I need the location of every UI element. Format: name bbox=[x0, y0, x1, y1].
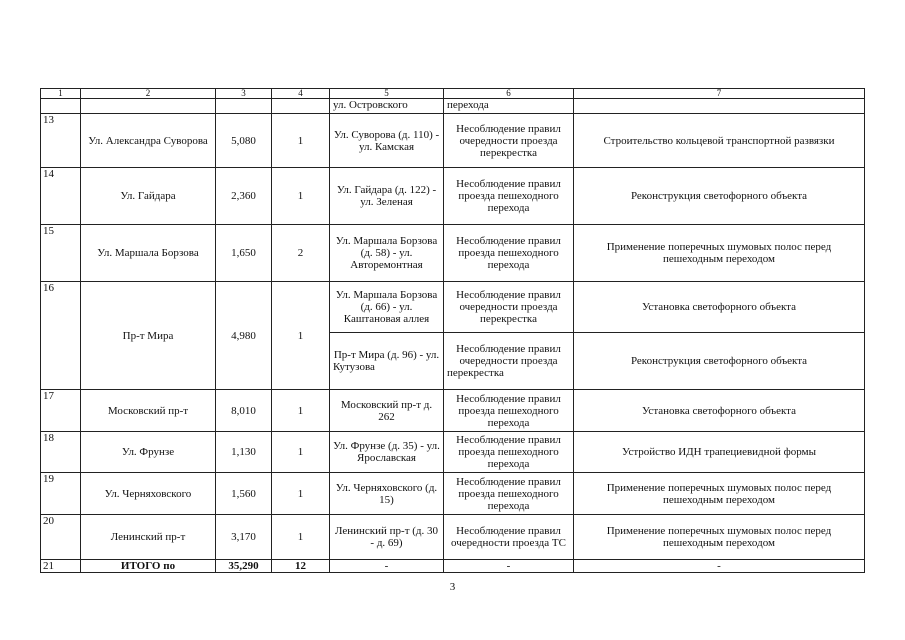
cell-section: Ленинский пр-т (д. 30 - д. 69) bbox=[330, 515, 444, 560]
cell-street: Ул. Фрунзе bbox=[81, 432, 216, 473]
cell-violation: Несоблюдение правил проезда пешеходного перехода bbox=[444, 168, 574, 225]
col-header: 3 bbox=[216, 89, 272, 99]
total-count: 12 bbox=[272, 560, 330, 573]
cell-section: - bbox=[330, 560, 444, 573]
table-row bbox=[41, 515, 865, 560]
cell-measure: Реконструкция светофорного объекта bbox=[574, 333, 865, 390]
table-row bbox=[41, 473, 865, 515]
table-row bbox=[41, 282, 865, 333]
cell-num: 16 bbox=[41, 282, 81, 390]
cell-measure bbox=[574, 99, 865, 114]
cell-length bbox=[216, 99, 272, 114]
cell-measure: - bbox=[574, 560, 865, 573]
data-table bbox=[40, 88, 865, 573]
cell-section: Пр-т Мира (д. 96) - ул. Кутузова bbox=[330, 333, 444, 390]
cell-num: 18 bbox=[41, 432, 81, 473]
cell-length: 8,010 bbox=[216, 390, 272, 432]
col-header: 4 bbox=[272, 89, 330, 99]
cell-num: 21 bbox=[41, 560, 81, 573]
cell-section: Московский пр-т д. 262 bbox=[330, 390, 444, 432]
cell-count bbox=[272, 99, 330, 114]
cell-section: Ул. Фрунзе (д. 35) - ул. Ярославская bbox=[330, 432, 444, 473]
col-header: 6 bbox=[444, 89, 574, 99]
continuation-row bbox=[41, 99, 865, 114]
cell-street: Московский пр-т bbox=[81, 390, 216, 432]
cell-measure: Установка светофорного объекта bbox=[574, 282, 865, 333]
cell-violation: Несоблюдение правил очередности проезда перекрестка bbox=[444, 114, 574, 168]
cell-length: 1,650 bbox=[216, 225, 272, 282]
cell-length: 1,560 bbox=[216, 473, 272, 515]
table-row bbox=[41, 168, 865, 225]
cell-num: 14 bbox=[41, 168, 81, 225]
table-row bbox=[41, 432, 865, 473]
cell-measure: Применение поперечных шумовых полос перед пешеходным переходом bbox=[574, 225, 865, 282]
cell-section: Ул. Суворова (д. 110) - ул. Камская bbox=[330, 114, 444, 168]
cell-length: 1,130 bbox=[216, 432, 272, 473]
cell-count: 2 bbox=[272, 225, 330, 282]
total-length: 35,290 bbox=[216, 560, 272, 573]
cell-street: Ул. Гайдара bbox=[81, 168, 216, 225]
total-row bbox=[41, 560, 865, 573]
cell-count: 1 bbox=[272, 515, 330, 560]
cell-violation: Несоблюдение правил проезда пешеходного перехода bbox=[444, 473, 574, 515]
cell-length: 5,080 bbox=[216, 114, 272, 168]
cell-violation: Несоблюдение правил проезда пешеходного перехода bbox=[444, 390, 574, 432]
column-number-row bbox=[41, 89, 865, 99]
cell-count: 1 bbox=[272, 473, 330, 515]
table-row bbox=[41, 390, 865, 432]
cell-street: Ленинский пр-т bbox=[81, 515, 216, 560]
cell-num: 17 bbox=[41, 390, 81, 432]
cell-violation: Несоблюдение правил очередности проезда перекрестка bbox=[444, 282, 574, 333]
cell-street: Ул. Черняховского bbox=[81, 473, 216, 515]
cell-section: Ул. Гайдара (д. 122) - ул. Зеленая bbox=[330, 168, 444, 225]
cell-count: 1 bbox=[272, 390, 330, 432]
cell-count: 1 bbox=[272, 432, 330, 473]
table-row bbox=[41, 225, 865, 282]
cell-length: 3,170 bbox=[216, 515, 272, 560]
cell-num bbox=[41, 99, 81, 114]
cell-num: 20 bbox=[41, 515, 81, 560]
col-header: 5 bbox=[330, 89, 444, 99]
cell-measure: Реконструкция светофорного объекта bbox=[574, 168, 865, 225]
total-label: ИТОГО по bbox=[81, 560, 216, 573]
cell-violation: Несоблюдение правил очередности проезда ТС bbox=[444, 515, 574, 560]
cell-violation: перехода bbox=[444, 99, 574, 114]
cell-violation: Несоблюдение правил проезда пешеходного перехода bbox=[444, 225, 574, 282]
cell-section: Ул. Маршала Борзова (д. 66) - ул. Каштановая аллея bbox=[330, 282, 444, 333]
cell-violation: - bbox=[444, 560, 574, 573]
cell-section: Ул. Маршала Борзова (д. 58) - ул. Авторемонтная bbox=[330, 225, 444, 282]
cell-num: 13 bbox=[41, 114, 81, 168]
cell-street bbox=[81, 99, 216, 114]
cell-count: 1 bbox=[272, 282, 330, 390]
cell-num: 15 bbox=[41, 225, 81, 282]
cell-street: Пр-т Мира bbox=[81, 282, 216, 390]
table-row bbox=[41, 114, 865, 168]
cell-length: 2,360 bbox=[216, 168, 272, 225]
col-header: 7 bbox=[574, 89, 865, 99]
cell-violation: Несоблюдение правил очередности проезда перекрестка bbox=[444, 333, 574, 390]
col-header: 2 bbox=[81, 89, 216, 99]
cell-measure: Применение поперечных шумовых полос перед пешеходным переходом bbox=[574, 515, 865, 560]
cell-street: Ул. Александра Суворова bbox=[81, 114, 216, 168]
cell-measure: Устройство ИДН трапециевидной формы bbox=[574, 432, 865, 473]
cell-count: 1 bbox=[272, 114, 330, 168]
cell-violation: Несоблюдение правил проезда пешеходного перехода bbox=[444, 432, 574, 473]
cell-measure: Строительство кольцевой транспортной развязки bbox=[574, 114, 865, 168]
cell-length: 4,980 bbox=[216, 282, 272, 390]
cell-street: Ул. Маршала Борзова bbox=[81, 225, 216, 282]
cell-section: ул. Островского bbox=[330, 99, 444, 114]
page-number: 3 bbox=[449, 581, 456, 593]
cell-section: Ул. Черняховского (д. 15) bbox=[330, 473, 444, 515]
col-header: 1 bbox=[41, 89, 81, 99]
cell-measure: Установка светофорного объекта bbox=[574, 390, 865, 432]
cell-count: 1 bbox=[272, 168, 330, 225]
cell-measure: Применение поперечных шумовых полос перед пешеходным переходом bbox=[574, 473, 865, 515]
cell-num: 19 bbox=[41, 473, 81, 515]
